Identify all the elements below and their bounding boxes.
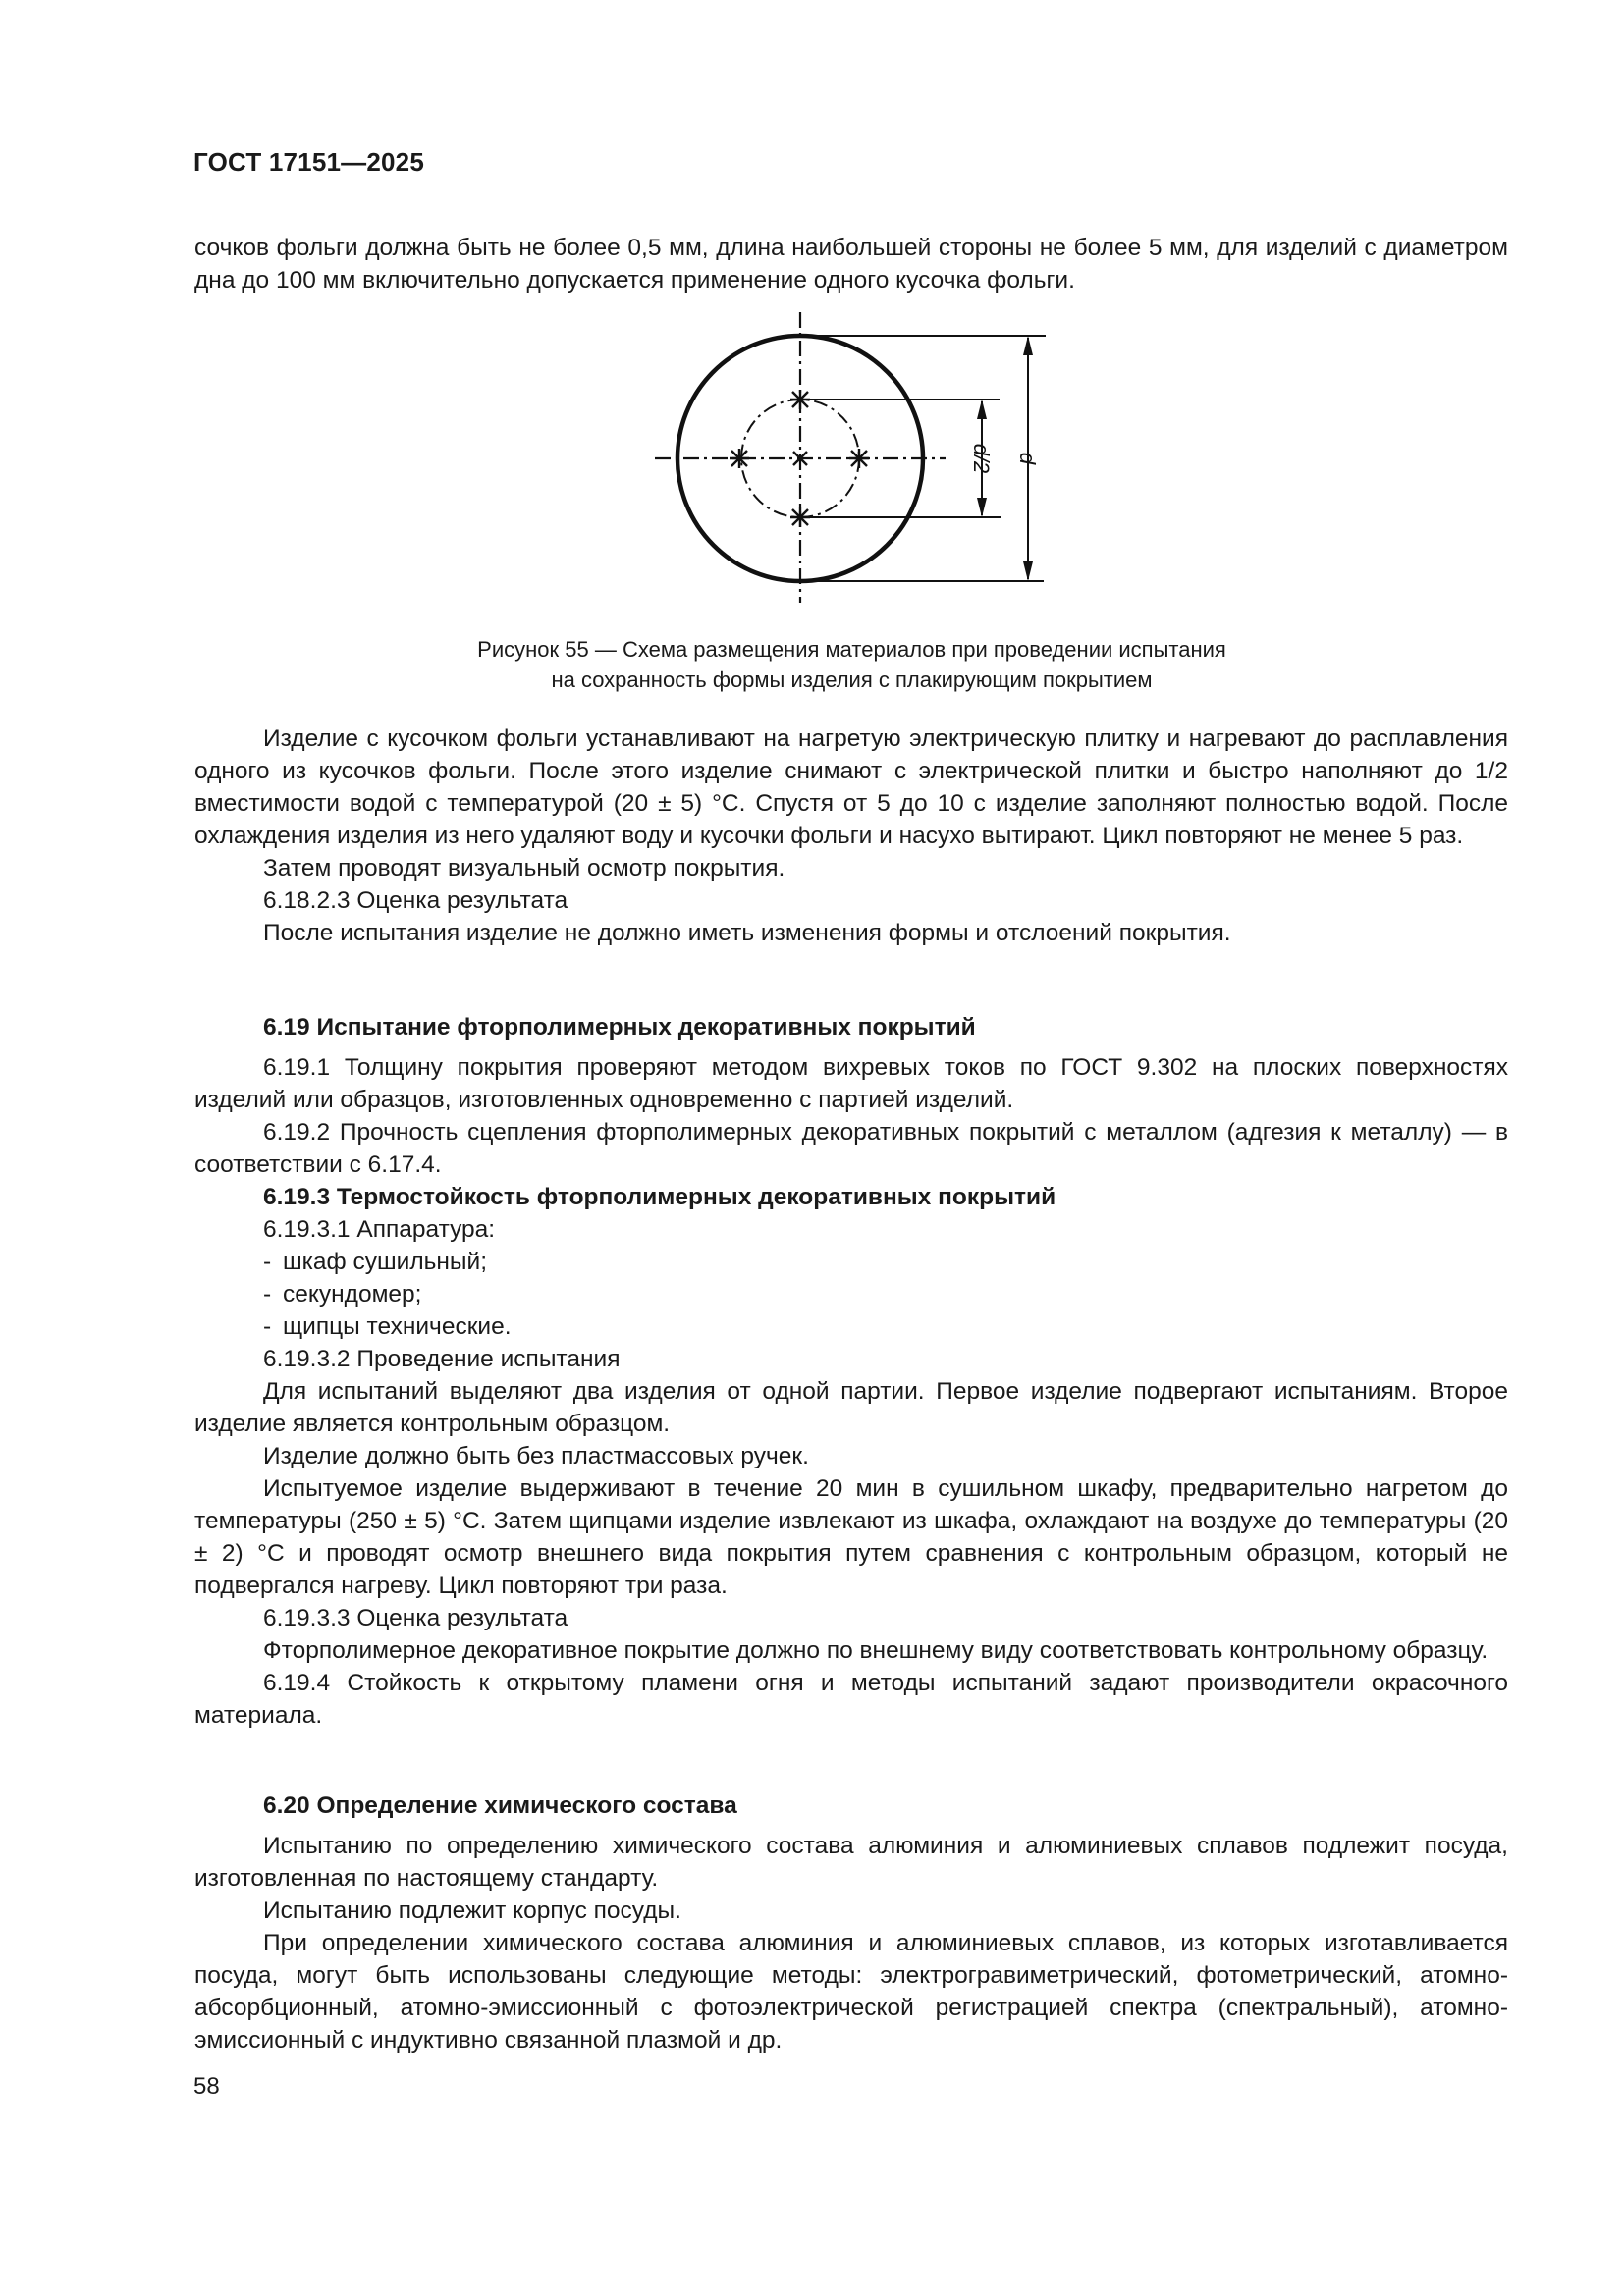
clause-6-19-3-1: 6.19.3.1 Аппаратура: [263, 1216, 496, 1243]
paragraph: Фторполимерное декоративное покрытие должно по внешнему виду соответствовать контрольному образцу. [263, 1637, 1489, 1664]
clause-6-19-3-3: 6.19.3.3 Оценка результата [263, 1605, 568, 1631]
label-diameter: d [1015, 452, 1040, 465]
section-6-19 [194, 1011, 1508, 1732]
paragraph: Испытуемое изделие выдерживают в течение 20 мин в сушильном шкафу, предварительно нагретом до температуры (250 ± 5) °С. Затем щипцами изделие извлекают из шкафа, охлаждают на воздухе до температуры (20 ± 2) °С и проводят осмотр внешнего вида покрытия путем сравнения с контрольным образцом, который не подвергался нагреву. Цикл повторяют три раза. [194, 1475, 1508, 1599]
document-header: ГОСТ 17151—2025 [193, 147, 424, 177]
paragraph: Изделие с кусочком фольги устанавливают на нагретую электрическую плитку и нагревают до расплавления одного из кусочков фольги. После этого изделие снимают с электрической плитки и быстро наполняют до 1/2 вместимости водой с температурой (20 ± 5) °С. Спустя от 5 до 10 с изделие заполняют полностью водой. После охлаждения изделия из него удаляют воду и кусочки фольги и насухо вытирают. Цикл повторяют не менее 5 раз. [194, 725, 1508, 849]
foil-placement-diagram [628, 304, 1080, 618]
section-6-20 [194, 1789, 1508, 2056]
paragraph: Для испытаний выделяют два изделия от одной партии. Первое изделие подвергают испытаниям. Второе изделие является контрольным образцом. [194, 1378, 1508, 1437]
section-heading-6-20: 6.20 Определение химического состава [263, 1792, 737, 1819]
paragraph: Изделие должно быть без пластмассовых ручек. [263, 1443, 809, 1469]
clause-6-19-3-2: 6.19.3.2 Проведение испытания [263, 1346, 621, 1372]
label-half-diameter: d/2 [969, 443, 994, 474]
section-heading-6-19: 6.19 Испытание фторполимерных декоративных покрытий [263, 1014, 976, 1041]
figure-55 [628, 304, 1080, 618]
caption-line-1: Рисунок 55 — Схема размещения материалов при проведении испытания [477, 637, 1226, 662]
clause-6-19-4: 6.19.4 Стойкость к открытому пламени огня и методы испытаний задают производители окрасочного материала. [194, 1670, 1508, 1729]
paragraph: Затем проводят визуальный осмотр покрытия. [263, 855, 785, 881]
intro-block [194, 232, 1508, 296]
intro-paragraph: сочков фольги должна быть не более 0,5 мм, длина наибольшей стороны не более 5 мм, для изделий с диаметром дна до 100 мм включительно допускается применение одного кусочка фольги. [194, 235, 1508, 294]
paragraph: Испытанию подлежит корпус посуды. [263, 1897, 681, 1924]
list-item: - секундомер; [263, 1281, 422, 1308]
caption-line-2: на сохранность формы изделия с плакирующим покрытием [551, 667, 1153, 692]
page-number: 58 [193, 2073, 220, 2100]
paragraph: После испытания изделие не должно иметь изменения формы и отслоений покрытия. [263, 920, 1231, 946]
figure-caption [295, 634, 1409, 695]
clause-6-19-2: 6.19.2 Прочность сцепления фторполимерных декоративных покрытий с металлом (адгезия к металлу) — в соответствии с 6.17.4. [194, 1119, 1508, 1178]
section-6-18-continuation [194, 722, 1508, 949]
subheading-6-19-3: 6.19.3 Термостойкость фторполимерных декоративных покрытий [263, 1184, 1056, 1210]
clause-6-18-2-3: 6.18.2.3 Оценка результата [263, 887, 568, 914]
list-item: - шкаф сушильный; [263, 1249, 488, 1275]
paragraph: Испытанию по определению химического состава алюминия и алюминиевых сплавов подлежит посуда, изготовленная по настоящему стандарту. [194, 1833, 1508, 1892]
list-item: - щипцы технические. [263, 1313, 512, 1340]
clause-6-19-1: 6.19.1 Толщину покрытия проверяют методом вихревых токов по ГОСТ 9.302 на плоских поверхностях изделий или образцов, изготовленных одновременно с партией изделий. [194, 1054, 1508, 1113]
paragraph: При определении химического состава алюминия и алюминиевых сплавов, из которых изготавливается посуда, могут быть использованы следующие методы: электрогравиметрический, фотометрический, атомно-абсорбционный, атомно-эмиссионный с фотоэлектрической регистрацией спектра (спектральный), атомно-эмиссионный с индуктивно связанной плазмой и др. [194, 1930, 1508, 2054]
